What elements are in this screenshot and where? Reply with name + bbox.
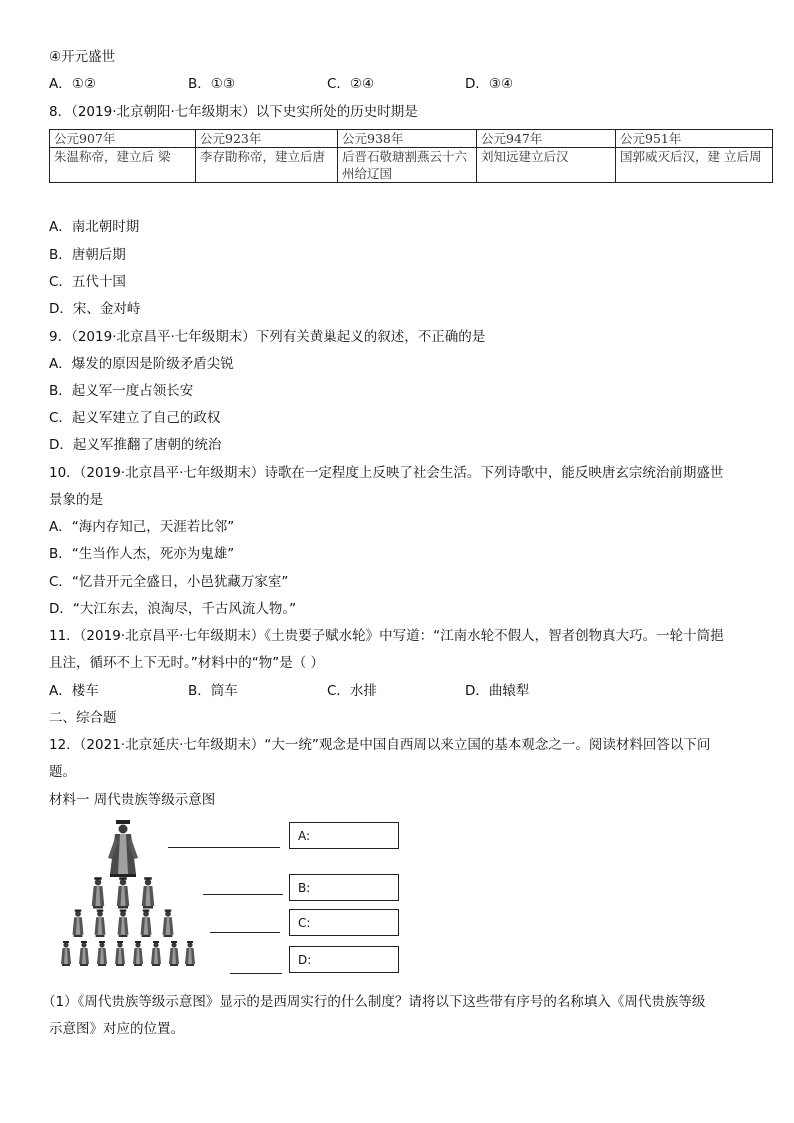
blank-line-c[interactable] bbox=[210, 932, 280, 933]
q9-option-d[interactable]: D．起义军推翻了唐朝的统治 bbox=[49, 437, 222, 453]
table-header-row bbox=[50, 130, 773, 148]
table-cell: 李存勖称帝，建立后唐 bbox=[196, 148, 338, 183]
q7-answer-a[interactable]: A．①② bbox=[49, 76, 96, 92]
table-header-cell: 公元938年 bbox=[338, 130, 477, 148]
q8-history-table bbox=[49, 129, 773, 183]
ministers-row bbox=[73, 910, 174, 938]
table-header-cell: 公元951年 bbox=[616, 130, 773, 148]
q10-option-d[interactable]: D．“大江东去，浪淘尽，千古风流人物。” bbox=[49, 601, 297, 617]
q7-answer-row bbox=[49, 75, 749, 93]
label-box-d[interactable]: D: bbox=[289, 946, 399, 973]
q11-option-d[interactable]: D．曲辕犁 bbox=[465, 683, 530, 699]
lords-row bbox=[92, 877, 155, 908]
q9-stem: 9．（2019·北京昌平·七年级期末）下列有关黄巢起义的叙述，不正确的是 bbox=[49, 329, 486, 345]
q7-option-4: ④开元盛世 bbox=[49, 49, 116, 65]
table-header-cell: 公元923年 bbox=[196, 130, 338, 148]
table-cell: 国郭威灭后汉，建 立后周 bbox=[616, 148, 773, 183]
q8-stem: 8．（2019·北京朝阳·七年级期末）以下史实所处的历史时期是 bbox=[49, 104, 418, 120]
q10-stem-line1: 10．（2019·北京昌平·七年级期末）诗歌在一定程度上反映了社会生活。下列诗歌中，能反映唐玄宗统治前期盛世 bbox=[49, 465, 724, 481]
table-cell: 朱温称帝，建立后 梁 bbox=[50, 148, 196, 183]
shi-row bbox=[61, 941, 195, 966]
q10-option-c[interactable]: C．“忆昔开元全盛日，小邑犹藏万家室” bbox=[49, 574, 289, 590]
q7-answer-d[interactable]: D．③④ bbox=[465, 76, 514, 92]
q9-option-a[interactable]: A．爆发的原因是阶级矛盾尖锐 bbox=[49, 356, 234, 372]
q11-option-a[interactable]: A．楼车 bbox=[49, 683, 99, 699]
material-1-caption: 材料一 周代贵族等级示意图 bbox=[49, 792, 216, 808]
q11-option-b[interactable]: B．筒车 bbox=[188, 683, 238, 699]
q11-option-row bbox=[49, 682, 749, 700]
label-box-b[interactable]: B: bbox=[289, 874, 399, 901]
q12-sub1-line1: （1）《周代贵族等级示意图》显示的是西周实行的什么制度？请将以下这些带有序号的名称填入《周代贵族等级 bbox=[42, 994, 706, 1010]
table-header-cell: 公元907年 bbox=[50, 130, 196, 148]
blank-line-d[interactable] bbox=[230, 973, 282, 974]
q12-stem-line1: 12．（2021·北京延庆·七年级期末）“大一统”观念是中国自西周以来立国的基本观念之一。阅读材料回答以下问 bbox=[49, 737, 711, 753]
q8-option-d[interactable]: D．宋、金对峙 bbox=[49, 301, 141, 317]
q8-option-c[interactable]: C．五代十国 bbox=[49, 274, 126, 290]
section-title: 二、综合题 bbox=[49, 710, 117, 726]
table-header-cell: 公元947年 bbox=[477, 130, 616, 148]
q10-option-b[interactable]: B．“生当作人杰，死亦为鬼雄” bbox=[49, 546, 235, 562]
q8-option-b[interactable]: B．唐朝后期 bbox=[49, 247, 126, 263]
q11-stem-line2: 且注，循环不上下无时。”材料中的“物”是（ ） bbox=[49, 655, 325, 671]
table-row bbox=[50, 148, 773, 183]
q9-option-c[interactable]: C．起义军建立了自己的政权 bbox=[49, 410, 221, 426]
king-figure bbox=[108, 820, 138, 877]
blank-line-a[interactable] bbox=[168, 847, 280, 848]
blank-line-b[interactable] bbox=[203, 894, 283, 895]
label-box-c[interactable]: C: bbox=[289, 909, 399, 936]
q10-option-a[interactable]: A．“海内存知己，天涯若比邻” bbox=[49, 519, 235, 535]
q12-stem-line2: 题。 bbox=[49, 764, 76, 780]
table-cell: 后晋石敬瑭割燕云十六州给辽国 bbox=[338, 148, 477, 183]
q7-answer-b[interactable]: B．①③ bbox=[188, 76, 235, 92]
q10-stem-line2: 景象的是 bbox=[49, 492, 103, 508]
q11-option-c[interactable]: C．水排 bbox=[327, 683, 377, 699]
zhou-nobility-pyramid-figure bbox=[58, 818, 198, 970]
q9-option-b[interactable]: B．起义军一度占领长安 bbox=[49, 383, 194, 399]
q11-stem-line1: 11．（2019·北京昌平·七年级期末）《土贵要子赋水轮》中写道：“江南水轮不假人，智者创物真大巧。一轮十筒挹 bbox=[49, 628, 724, 644]
table-cell: 刘知远建立后汉 bbox=[477, 148, 616, 183]
q8-option-a[interactable]: A．南北朝时期 bbox=[49, 219, 140, 235]
q7-answer-c[interactable]: C．②④ bbox=[327, 76, 375, 92]
label-box-a[interactable]: A: bbox=[289, 822, 399, 849]
q12-sub1-line2: 示意图》对应的位置。 bbox=[49, 1021, 184, 1037]
